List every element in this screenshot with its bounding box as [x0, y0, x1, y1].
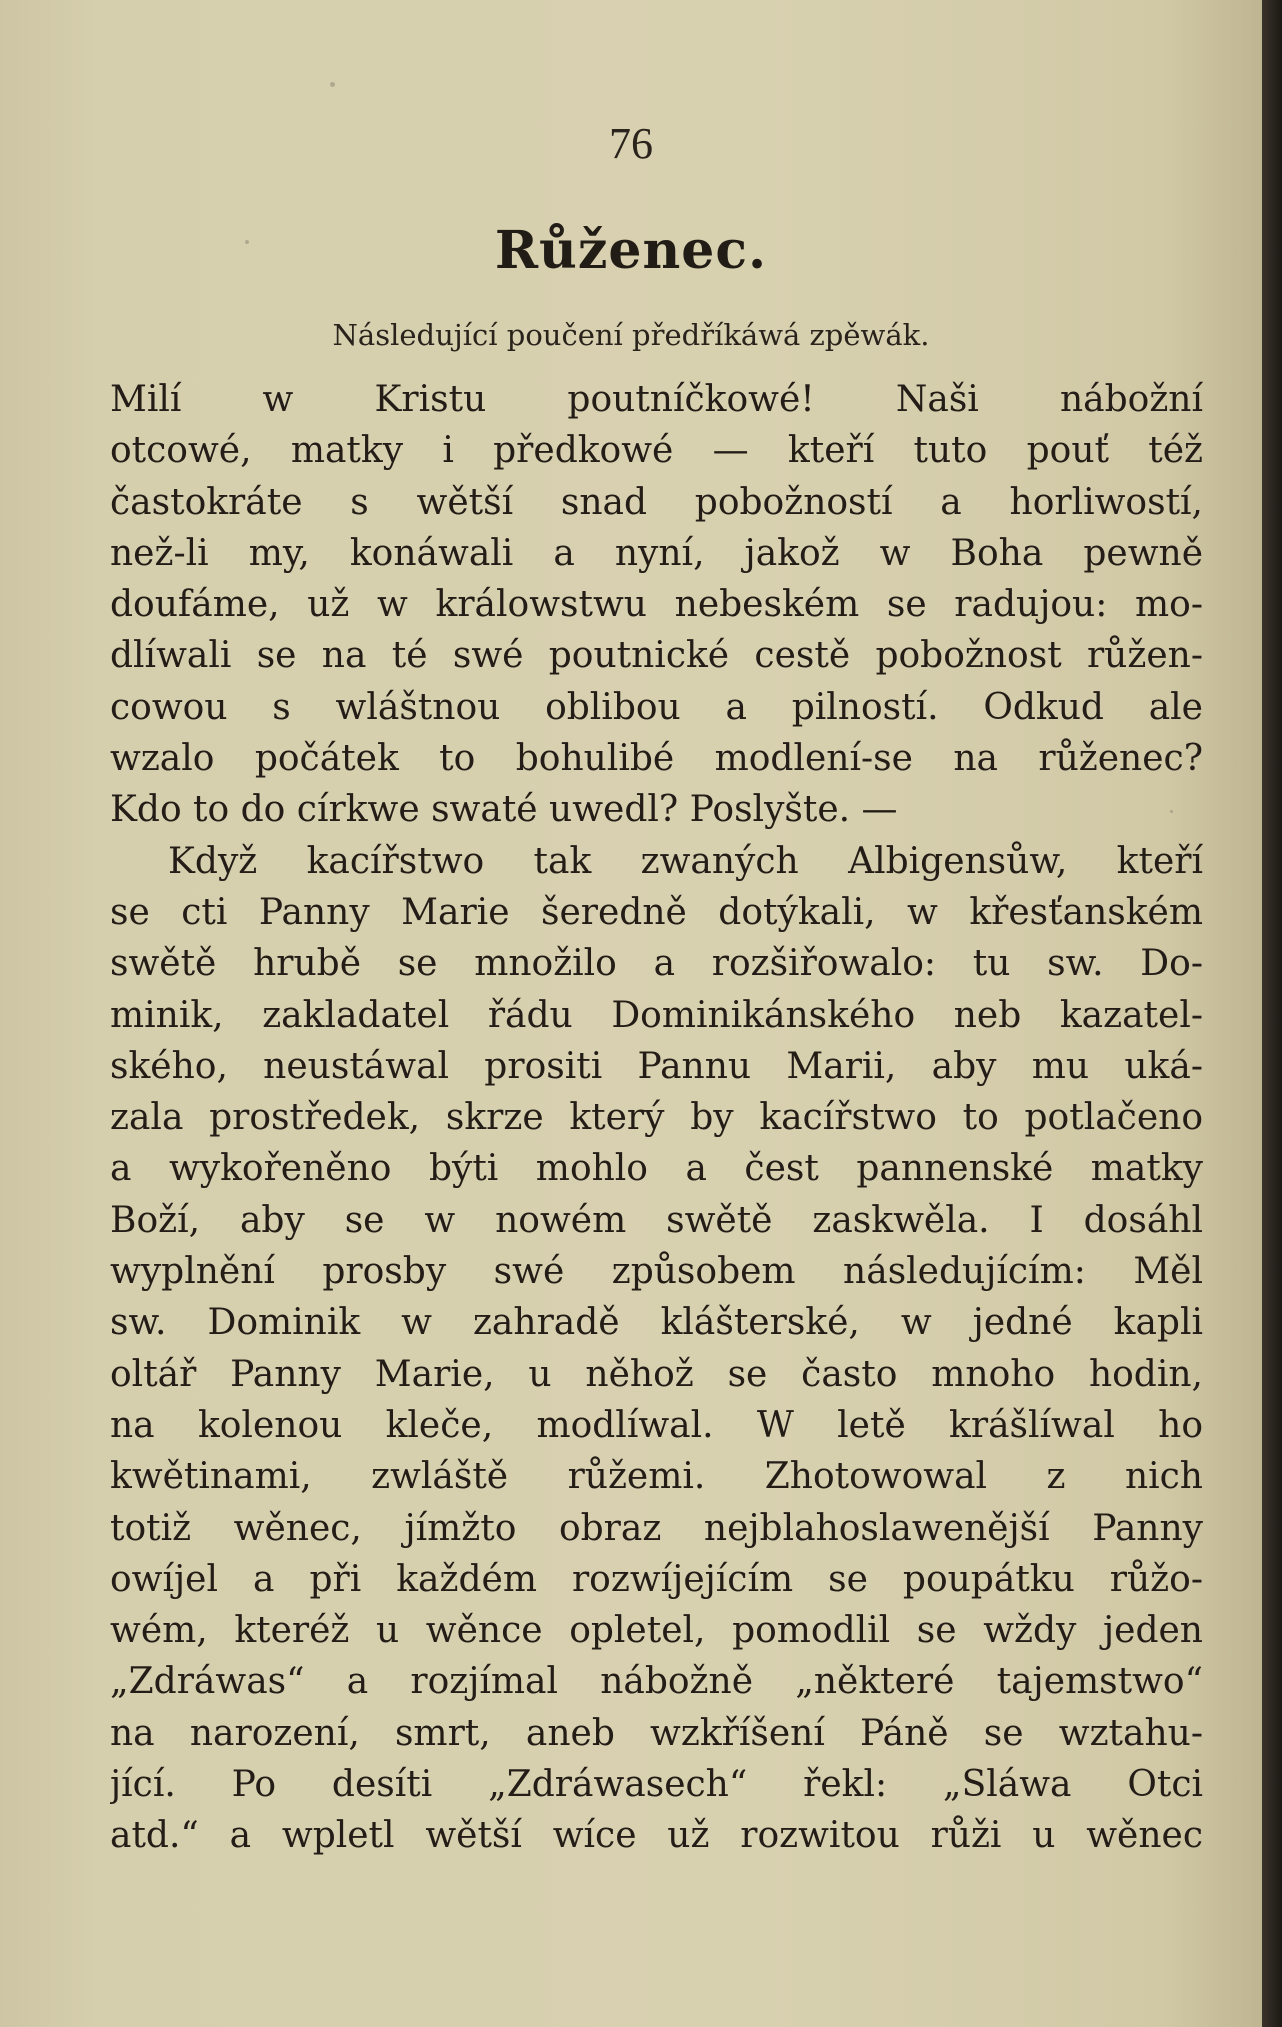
text-line: doufáme, už w králowstwu nebeském se radujou: mo-: [110, 584, 1203, 626]
text-line: na kolenou kleče, modlíwal. W letě krášlíwal ho: [110, 1404, 1203, 1446]
paper-speck: [245, 240, 249, 244]
text-line: ského, neustáwal prositi Pannu Marii, aby mu uká-: [110, 1045, 1203, 1087]
text-line: otcowé, matky i předkowé — kteří tuto pouť též: [110, 430, 1203, 472]
text-line: „Zdráwas“ a rozjímal nábožně „některé tajemstwo“: [110, 1661, 1203, 1703]
text-line: Boží, aby se w nowém swětě zaskwěla. I dosáhl: [110, 1199, 1203, 1241]
paper-speck: [1170, 810, 1173, 813]
text-line: Kdo to do církwe swaté uwedl? Poslyšte. —: [110, 789, 898, 831]
text-line: Když kacířstwo tak zwaných Albigensůw, kteří: [168, 840, 1203, 882]
text-line: na narození, smrt, aneb wzkříšení Páně se wztahu-: [110, 1712, 1203, 1754]
text-line: totiž wěnec, jímžto obraz nejblahoslawenější Panny: [110, 1507, 1203, 1549]
text-line: wyplnění prosby swé způsobem následujícím: Měl: [110, 1251, 1203, 1293]
body-text: [110, 374, 1203, 1862]
text-line: minik, zakladatel řádu Dominikánského neb kazatel-: [110, 994, 1203, 1036]
text-line: Milí w Kristu poutníčkowé! Naši nábožní: [110, 379, 1203, 420]
chapter-subtitle: Následující poučení předříkáwá zpěwák.: [332, 318, 930, 352]
chapter-title: Růženec.: [494, 220, 768, 281]
text-line: se cti Panny Marie šeredně dotýkali, w křesťanském: [110, 891, 1203, 933]
text-line: wém, kteréž u wěnce opletel, pomodlil se wždy jeden: [110, 1610, 1203, 1652]
text-line: cowou s wláštnou oblibou a pilností. Odkud ale: [110, 686, 1203, 728]
text-line: zala prostředek, skrze který by kacířstwo to potlačeno: [110, 1097, 1203, 1139]
text-line: atd.“ a wpletl wětší wíce už rozwitou růži u wěnec: [110, 1815, 1203, 1857]
text-line: oltář Panny Marie, u něhož se často mnoho hodin,: [110, 1353, 1203, 1395]
book-spine-edge: [1262, 0, 1282, 2027]
text-line: sw. Dominik w zahradě klášterské, w jedné kapli: [110, 1302, 1203, 1344]
text-line: a wykořeněno býti mohlo a čest pannenské matky: [110, 1148, 1203, 1190]
text-line: dlíwali se na té swé poutnické cestě pobožnost růžen-: [110, 635, 1203, 677]
text-line: swětě hrubě se množilo a rozšiřowalo: tu sw. Do-: [110, 943, 1203, 985]
text-line: wzalo počátek to bohulibé modlení-se na růženec?: [110, 738, 1203, 780]
text-line: owíjel a při každém rozwíjejícím se poupátku růžo-: [110, 1558, 1203, 1600]
text-line: než-li my, konáwali a nyní, jakož w Boha pewně: [110, 532, 1203, 574]
page-number: 76: [609, 119, 653, 168]
text-line: jící. Po desíti „Zdráwasech“ řekl: „Sláwa Otci: [110, 1764, 1203, 1806]
paper-speck: [330, 82, 335, 87]
text-line: kwětinami, zwláště růžemi. Zhotowowal z nich: [110, 1456, 1203, 1498]
text-line: častokráte s wětší snad pobožností a horliwostí,: [110, 481, 1203, 523]
